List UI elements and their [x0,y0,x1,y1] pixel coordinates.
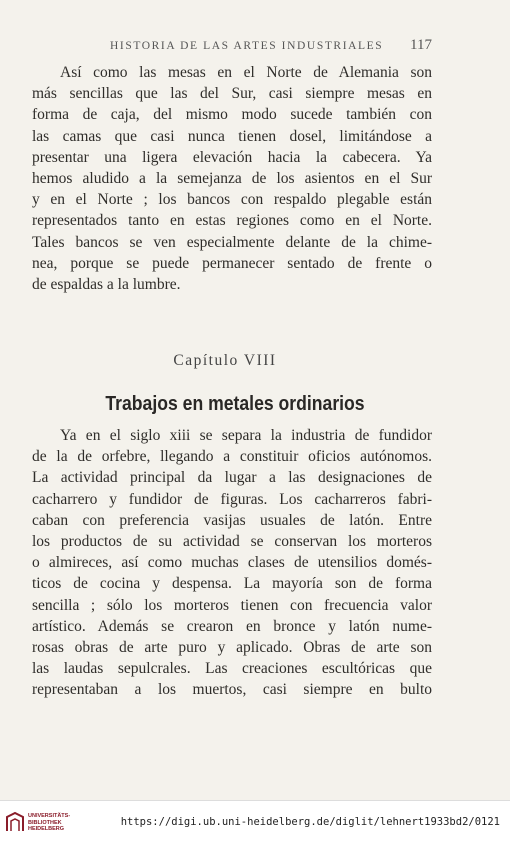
text-line: y en el Norte ; los bancos con respaldo plegable están [32,191,432,209]
text-line: representados tanto en estas regiones como en el Norte. [32,212,432,230]
viewer-footer [0,800,510,846]
library-name [28,813,70,833]
text-line: de espaldas a la lumbre. [32,276,181,294]
text-line: nea, porque se puede permanecer sentado de frente o [32,254,432,272]
text-line: de la de orfebre, llegando a constituir oficios autónomos. [32,448,432,466]
heidelberg-library-logo-icon [4,811,26,835]
text-line: forma de caja, del mismo modo sucede también con [32,106,432,124]
text-line: ticos de cocina y despensa. La mayoría son de forma [32,575,432,593]
text-line: los productos de su actividad se conservan los morteros [32,533,432,551]
text-line: La actividad principal da lugar a las designaciones de [32,469,432,487]
text-line: representaban a los muertos, casi siempre en bulto [32,681,432,699]
chapter-label: Capítulo VIII [173,352,277,369]
text-line: sencilla ; sólo los morteros tienen con frecuencia valor [32,596,432,614]
text-line: artístico. Además se crearon en bronce y latón nume- [32,617,432,635]
paragraph-1 [32,62,432,295]
paragraph-2 [32,425,432,701]
library-name-line: HEIDELBERG [28,826,65,832]
page-number: 117 [410,37,432,53]
permalink-url[interactable]: https://digi.ub.uni-heidelberg.de/diglit/lehnert1933bd2/0121 [120,816,500,828]
text-line: Ya en el siglo xiii se separa la industria de fundidor [60,427,432,444]
text-line: presentar una ligera elevación hacia la cabecera. Ya [32,148,432,166]
text-line: las camas que casi nunca tienen dosel, limitándose a [32,127,432,145]
text-line: rosas obras de arte puro y aplicado. Obras de arte son [32,639,432,657]
running-head: HISTORIA DE LAS ARTES INDUSTRIALES [110,40,384,52]
text-line: Tales bancos se ven especialmente delante de la chime- [32,233,432,251]
library-name-line: BIBLIOTHEK [28,819,62,826]
library-name-line: UNIVERSITÄTS- [28,813,71,819]
text-line: las laudas sepulcrales. Las creaciones escultóricas que [32,660,432,678]
text-line: hemos aludido a la semejanza de los asientos en el Sur [32,170,432,188]
text-line: o almireces, así como muchas clases de utensilios domés- [32,554,432,572]
text-line: caban con preferencia vasijas usuales de latón. Entre [32,511,432,529]
text-line: más sencillas que las del Sur, casi siempre mesas en [32,85,432,103]
text-line: Así como las mesas en el Norte de Alemania son [60,64,432,81]
text-line: cacharrero y fundidor de figuras. Los cacharreros fabri- [32,490,432,508]
chapter-title: Trabajos en metales ordinarios [105,393,365,415]
